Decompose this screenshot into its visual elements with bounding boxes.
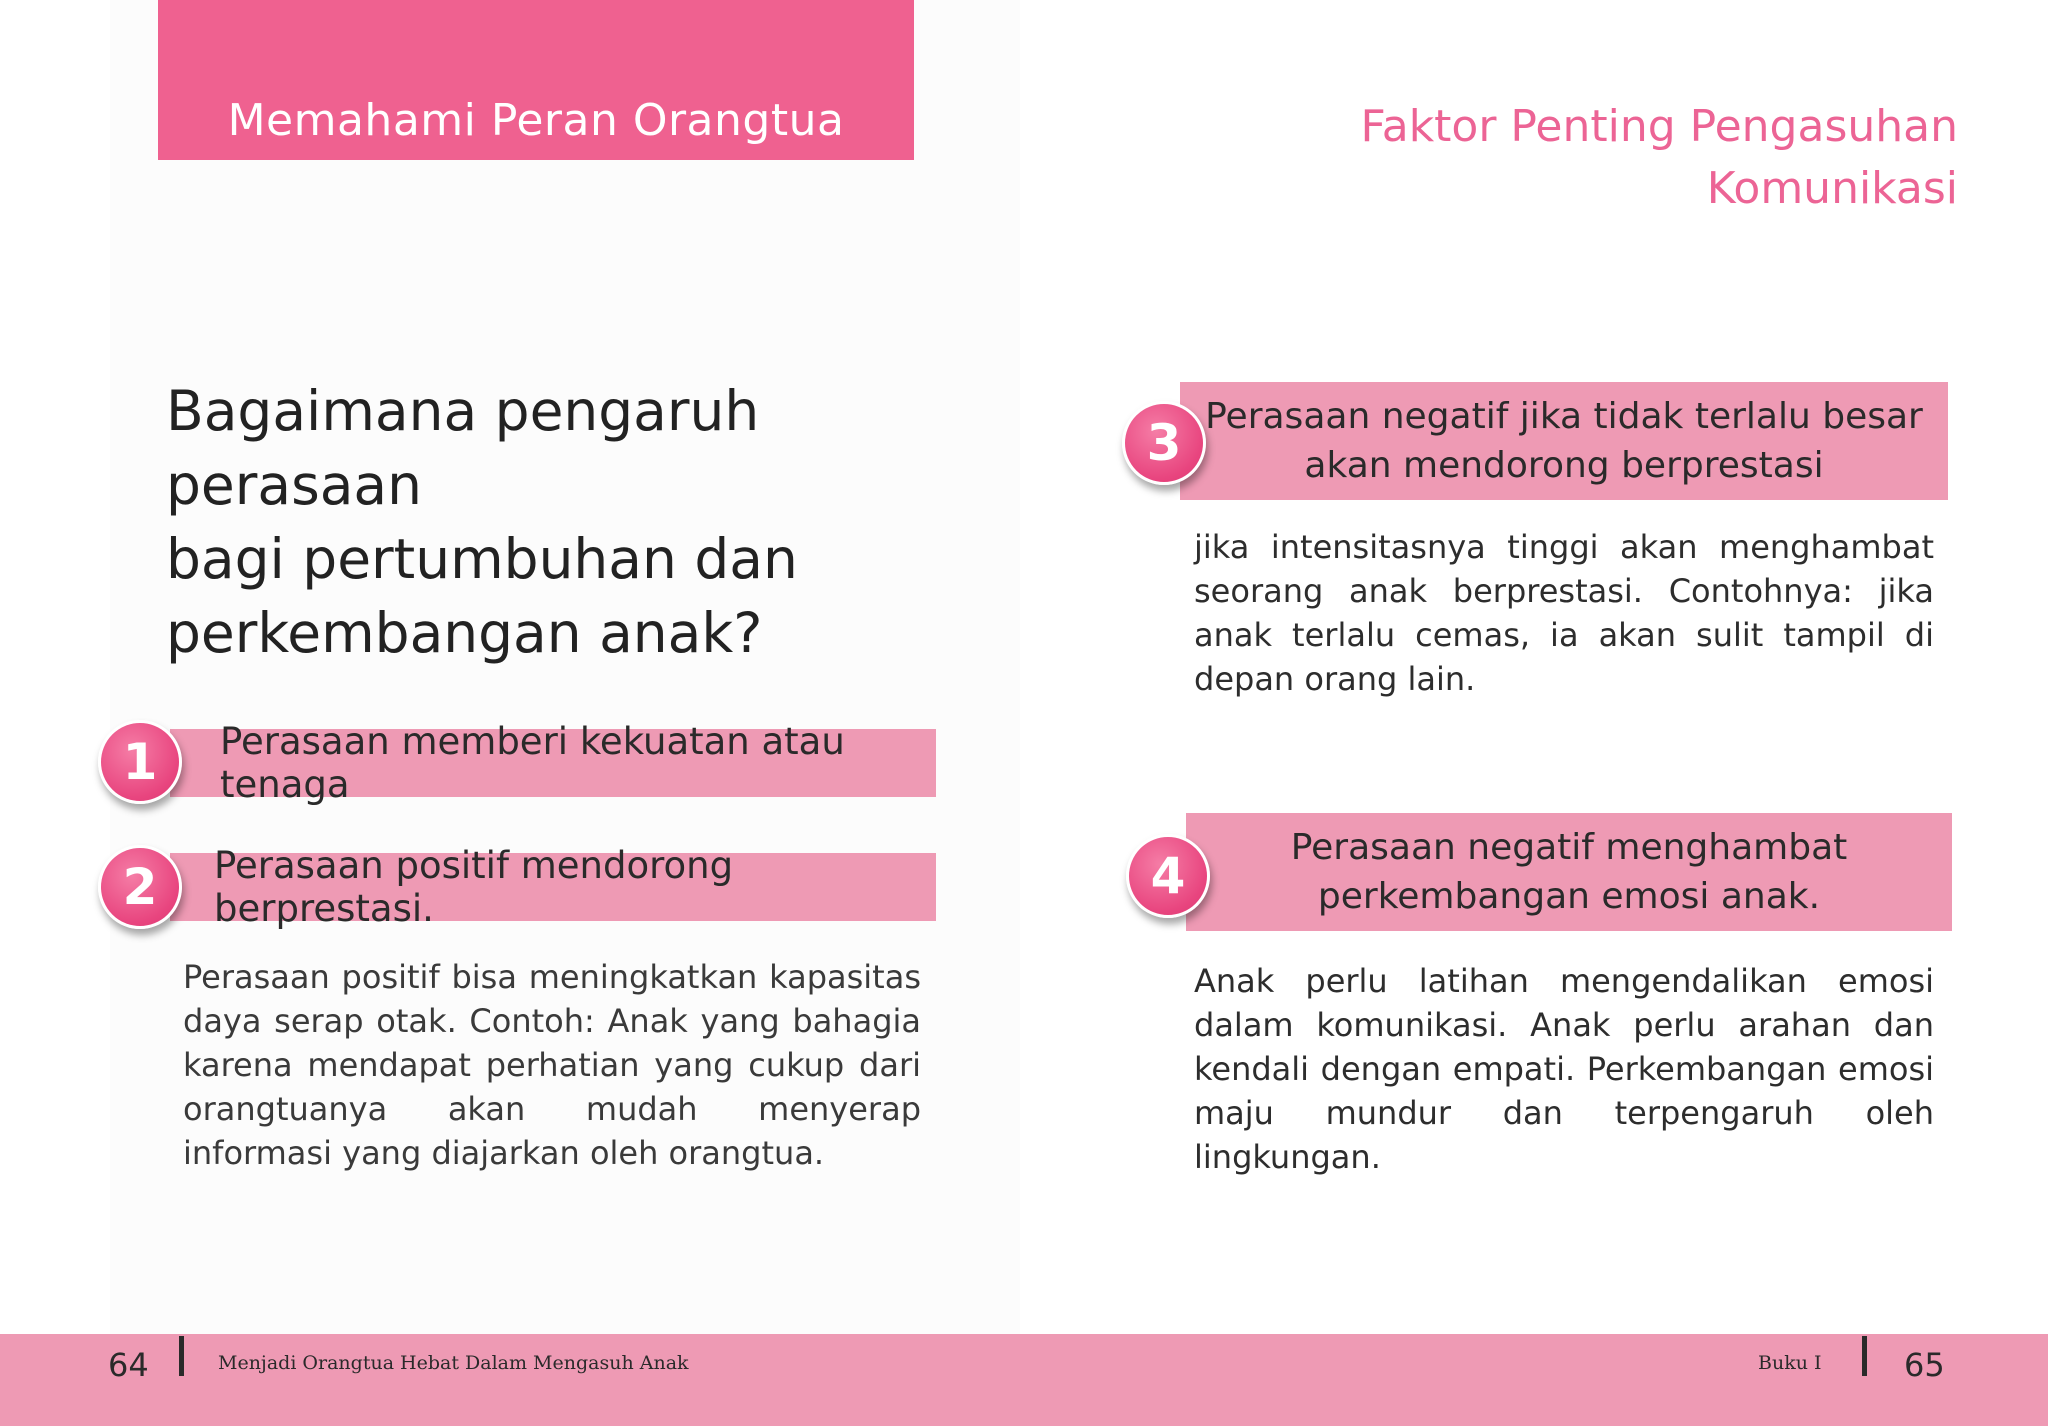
right-page-number: 65 xyxy=(1904,1346,1945,1384)
chapter-title: Memahami Peran Orangtua xyxy=(227,95,845,146)
item-3-number: 3 xyxy=(1146,414,1182,472)
book-title: Menjadi Orangtua Hebat Dalam Mengasuh Anak xyxy=(218,1352,689,1374)
item-2-bar xyxy=(170,844,936,930)
item-4-number-badge xyxy=(1126,834,1210,918)
item-2-title: Perasaan positif mendorong berprestasi. xyxy=(214,844,734,930)
item-3-title-line2: akan mendorong berprestasi xyxy=(1304,445,1824,486)
question-line3: perkembangan anak? xyxy=(166,601,763,665)
item-1-number-badge xyxy=(98,720,182,804)
question-line2: bagi pertumbuhan dan xyxy=(166,527,798,591)
main-question xyxy=(166,374,966,670)
item-3-number-badge xyxy=(1122,401,1206,485)
item-1-number: 1 xyxy=(122,733,158,791)
item-1-title: Perasaan memberi kekuatan atau tenaga xyxy=(220,720,845,806)
item-2-number-badge xyxy=(98,845,182,929)
chapter-header xyxy=(158,0,914,160)
footer-separator-right xyxy=(1862,1336,1867,1376)
item-4-title-line1: Perasaan negatif menghambat xyxy=(1290,827,1848,868)
item-4-number: 4 xyxy=(1150,847,1186,905)
item-3-body: jika intensitasnya tinggi akan menghambat seorang anak berprestasi. Contohnya: jika anak terlalu cemas, ia akan sulit tampil di depan orang lain. xyxy=(1194,528,1934,698)
section-title-line1: Faktor Penting Pengasuhan xyxy=(1360,101,1958,152)
item-3-title-line1: Perasaan negatif jika tidak terlalu besar xyxy=(1205,396,1923,437)
item-3-bar xyxy=(1180,382,1948,500)
footer-band xyxy=(0,1334,2048,1426)
left-page-number: 64 xyxy=(108,1346,149,1384)
section-title xyxy=(1360,96,1958,220)
footer-separator-left xyxy=(179,1336,184,1376)
item-2-body: Perasaan positif bisa meningkatkan kapasitas daya serap otak. Contoh: Anak yang bahagia karena mendapat perhatian yang cukup dari orangtuanya akan mudah menyerap informasi yang diajarkan oleh orangtua. xyxy=(183,958,921,1172)
item-4-body: Anak perlu latihan mengendalikan emosi dalam komunikasi. Anak perlu arahan dan kendali dengan empati. Perkembangan emosi maju mundur dan terpengaruh oleh lingkungan. xyxy=(1194,962,1934,1176)
question-line1: Bagaimana pengaruh perasaan xyxy=(166,379,760,517)
item-2-number: 2 xyxy=(122,858,158,916)
item-4-title-line2: perkembangan emosi anak. xyxy=(1317,876,1821,917)
item-4-bar xyxy=(1186,813,1952,931)
item-1-bar xyxy=(170,720,936,806)
section-title-line2: Komunikasi xyxy=(1706,163,1958,214)
book-volume: Buku I xyxy=(1758,1352,1822,1374)
